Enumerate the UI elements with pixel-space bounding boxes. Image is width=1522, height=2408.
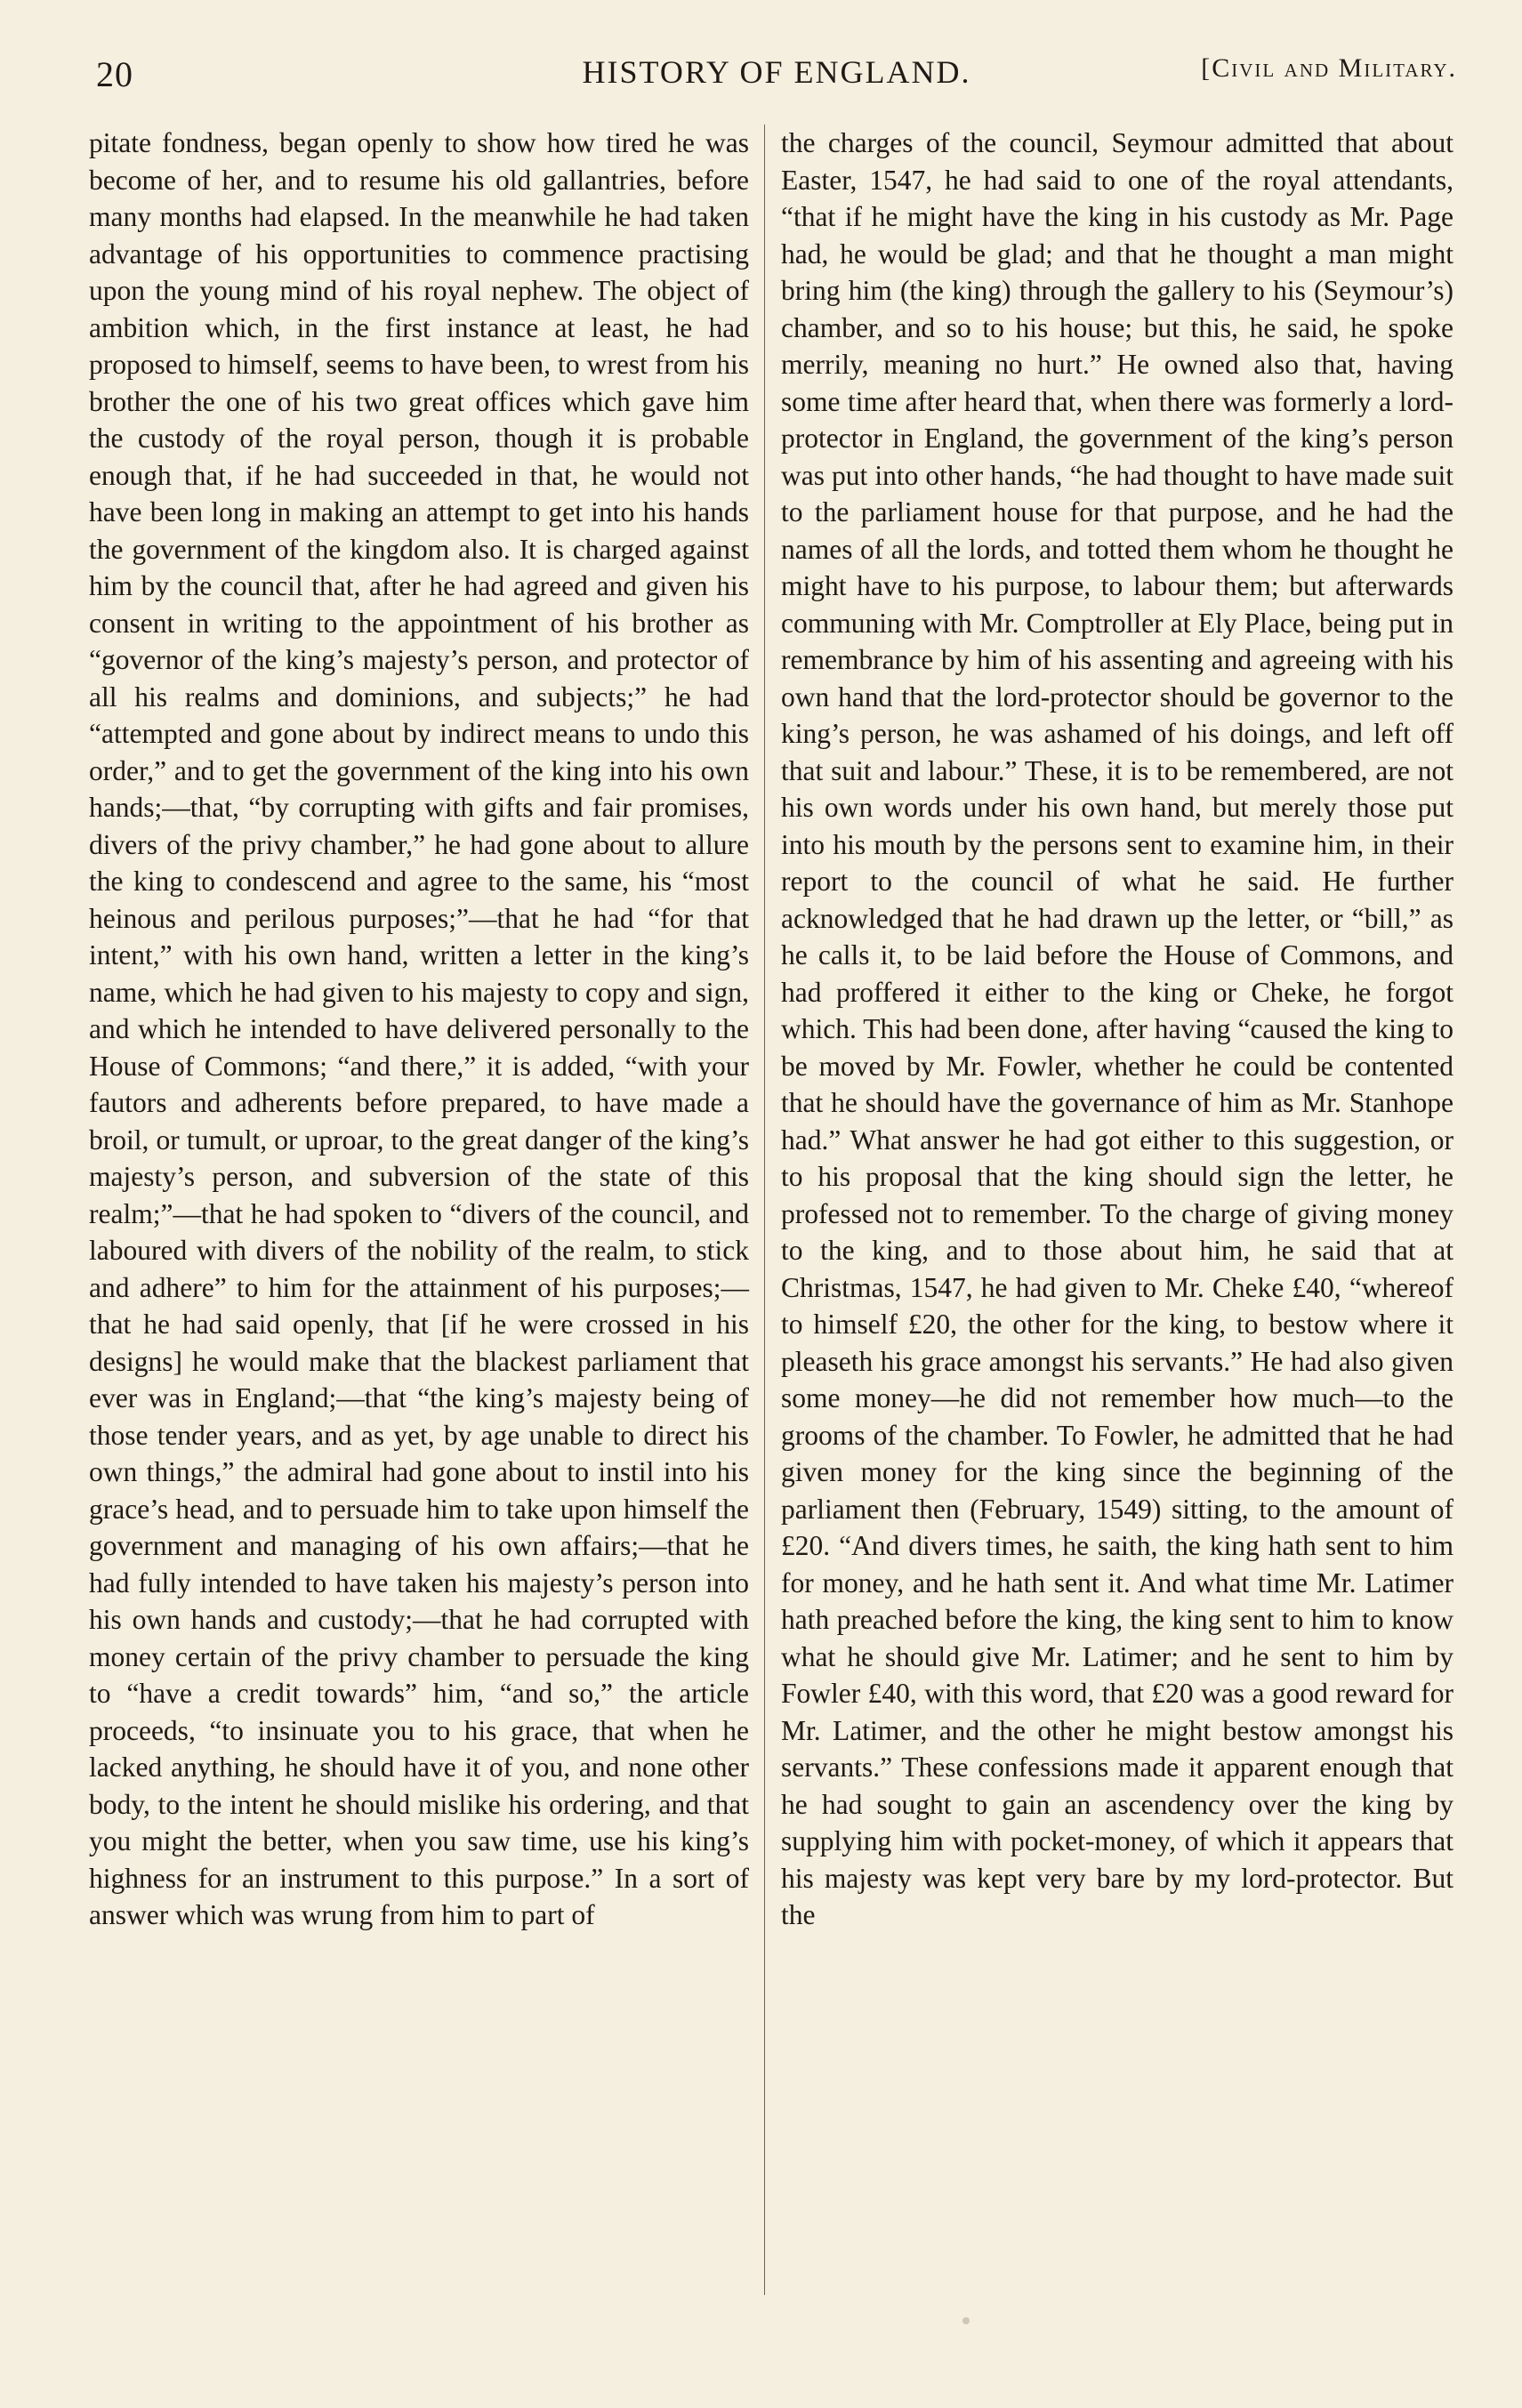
running-head (96, 53, 1457, 107)
column-divider (764, 125, 765, 2295)
running-section: [Civil and Military. (1201, 53, 1457, 83)
left-column-text: pitate fondness, began openly to show how tired he was become of her, and to resume his old gallantries, before many months had elapsed. In the meanwhile he had taken advantage of his opportunities to commence practising upon the young mind of his royal nephew. The object of ambition which, in the first instance at least, he had proposed to himself, seems to have been, to wrest from his brother the one of his two great offices which gave him the custody of the royal person, though it is probable enough that, if he had succeeded in that, he would not have been long in making an attempt to get into his hands the government of the kingdom also. It is charged against him by the council that, after he had agreed and given his consent in writing to the appointment of his brother as “governor of the king’s majesty’s person, and protector of all his realms and dominions, and subjects;” he had “attempted and gone about by indirect means to undo this order,” and to get the government of the king into his own hands;—that, “by corrupting with gifts and fair promises, divers of the privy chamber,” he had gone about to allure the king to condescend and agree to the same, his “most heinous and perilous purposes;”—that he had “for that intent,” with his own hand, written a letter in the king’s name, which he had given to his majesty to copy and sign, and which he intended to have delivered personally to the House of Commons; “and there,” it is added, “with your fautors and adherents before prepared, to have made a broil, or tumult, or uproar, to the great danger of the king’s majesty’s person, and subversion of the state of this realm;”—that he had spoken to “divers of the council, and laboured with divers of the nobility of the realm, to stick and adhere” to him for the attainment of his purposes;—that he had said openly, that [if he were crossed in his designs] he would make that the blackest parliament that ever was in England;—that “the king’s majesty being of those tender years, and as yet, by age unable to direct his own things,” the admiral had gone about to instil into his grace’s head, and to persuade him to take upon himself the government and managing of his own affairs;—that he had fully intended to have taken his majesty’s person into his own hands and custody;—that he had corrupted with money certain of the privy chamber to persuade the king to “have a credit towards” him, “and so,” the article proceeds, “to insinuate you to his grace, that when he lacked anything, he should have it of you, and none other body, to the intent he should mislike his ordering, and that you might the better, when you saw time, use his king’s highness for an instrument to this purpose.” In a sort of answer which was wrung from him to part of (89, 127, 749, 1930)
right-column-text: the charges of the council, Seymour admitted that about Easter, 1547, he had said to one of the royal attendants, “that if he might have the king in his custody as Mr. Page had, he would be glad; and that he thought a man might bring him (the king) through the gallery to his (Seymour’s) chamber, and so to his house; but this, he said, he spoke merrily, meaning no hurt.” He owned also that, having some time after heard that, when there was formerly a lord-protector in England, the government of the king’s person was put into other hands, “he had thought to have made suit to the parliament house for that purpose, and he had the names of all the lords, and totted them whom he thought he might have to his purpose, to labour them; but afterwards communing with Mr. Comptroller at Ely Place, being put in remembrance by him of his assenting and agreeing with his own hand that the lord-protector should be governor to the king’s person, he was ashamed of his doings, and left off that suit and labour.” These, it is to be remembered, are not his own words under his own hand, but merely those put into his mouth by the persons sent to examine him, in their report to the council of what he said. He further acknowledged that he had drawn up the letter, or “bill,” as he calls it, to be laid before the House of Commons, and had proffered it either to the king or Cheke, he forgot which. This had been done, after having “caused the king to be moved by Mr. Fowler, whether he could be contented that he should have the governance of him as Mr. Stanhope had.” What answer he had got either to this suggestion, or to his proposal that the king should sign the letter, he professed not to remember. To the charge of giving money to the king, and to those about him, he said that at Christmas, 1547, he had given to Mr. Cheke £40, “whereof to himself £20, the other for the king, to bestow where it pleaseth his grace amongst his servants.” He had also given some money—he did not remember how much—to the grooms of the chamber. To Fowler, he admitted that he had given money for the king since the beginning of the parliament then (February, 1549) sitting, to the amount of £20. “And divers times, he saith, the king hath sent to him for money, and he hath sent it. And what time Mr. Latimer hath preached before the king, the king sent to him to know what he should give Mr. Latimer; and he sent to him by Fowler £40, with this word, that £20 was a good reward for Mr. Latimer, and the other he might bestow amongst his servants.” These confessions made it apparent enough that he had sought to gain an ascendency over the king by supplying him with pocket-money, of which it appears that his majesty was kept very bare by my lord-protector. But the (781, 127, 1454, 1930)
paper-speck (962, 2317, 970, 2324)
running-title: HISTORY OF ENGLAND. (582, 54, 971, 90)
page-number: 20 (96, 54, 133, 94)
right-column (781, 125, 1454, 1934)
left-column (89, 125, 749, 1934)
